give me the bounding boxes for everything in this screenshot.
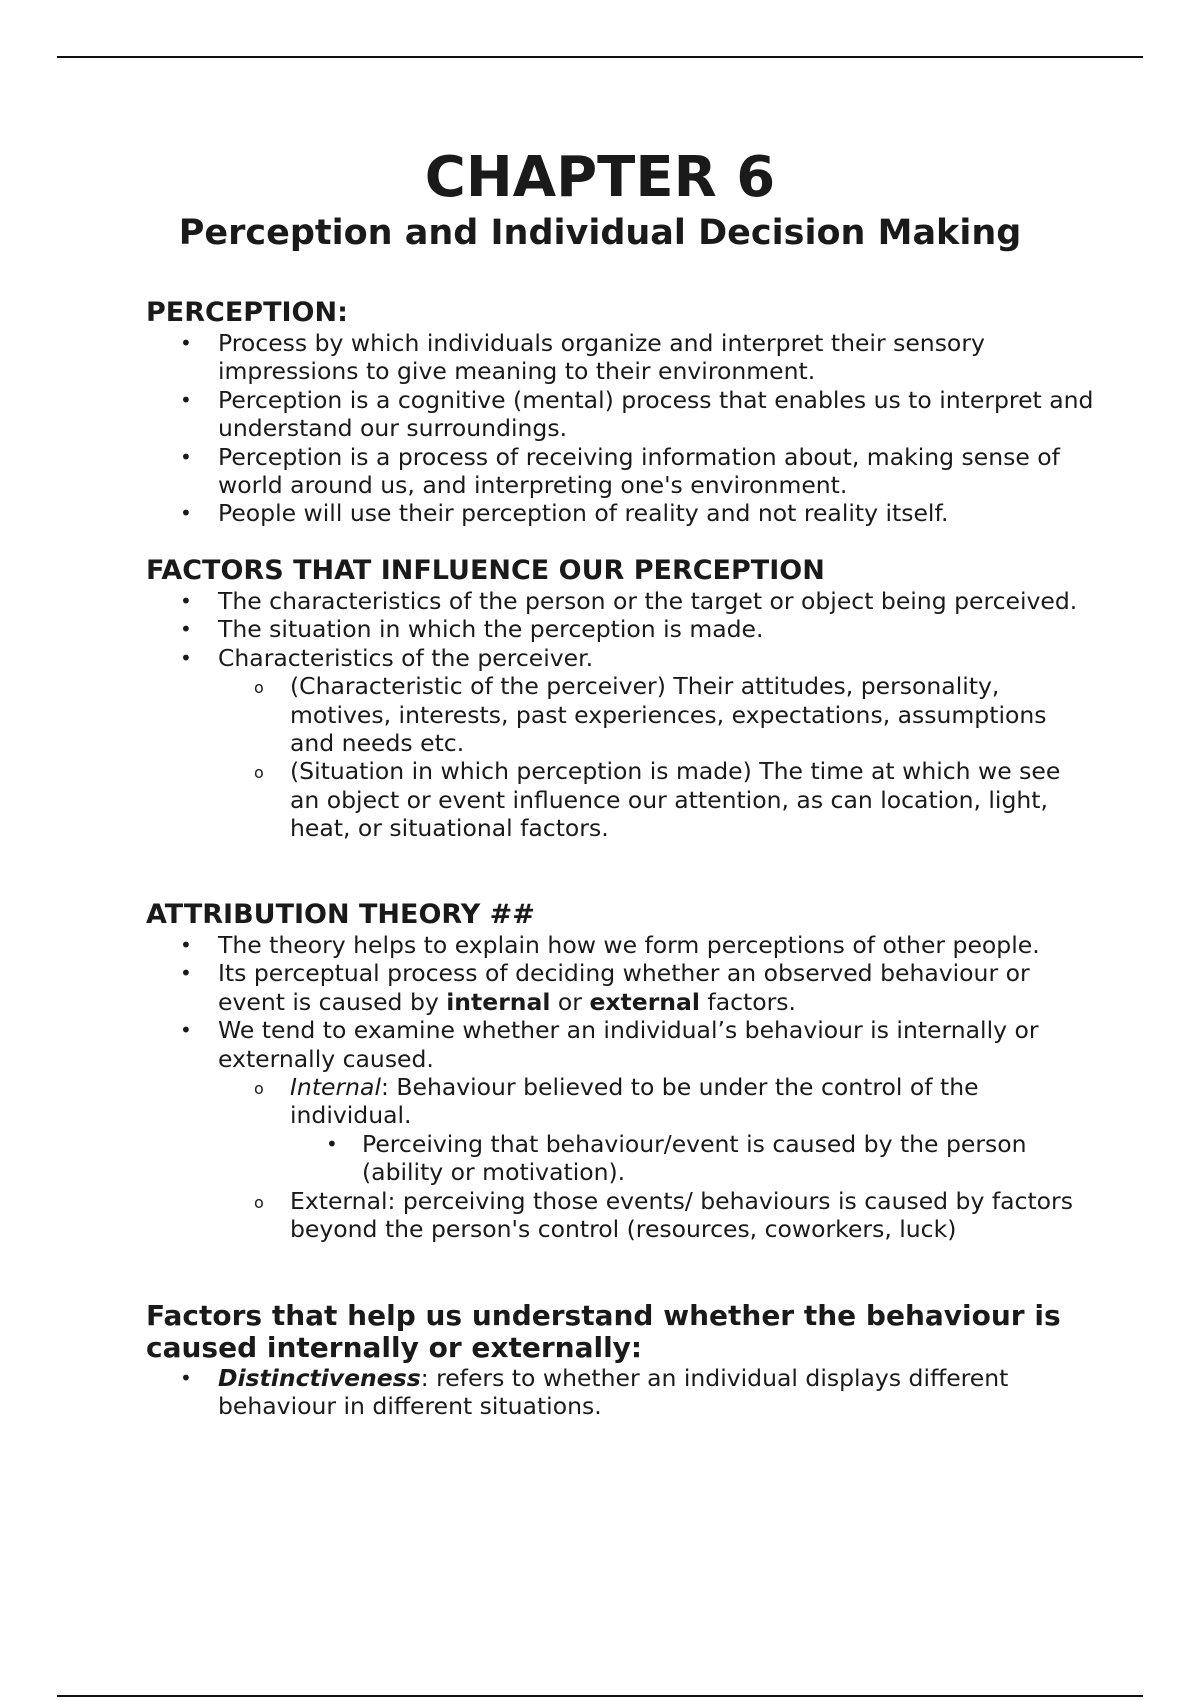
perception-heading: PERCEPTION: <box>146 297 348 328</box>
list-item: • Characteristics of the perceiver. <box>146 644 1096 672</box>
sub-sub-list-item: • Perceiving that behaviour/event is caused by the person (ability or motivation). <box>146 1130 1096 1187</box>
understand-list <box>146 1364 1096 1421</box>
list-item: • Perception is a process of receiving information about, making sense of world around us, and interpreting one's environment. <box>146 443 1096 500</box>
understand-heading: Factors that help us understand whether the behaviour is caused internally or externally: <box>146 1299 1061 1364</box>
attribution-heading: ATTRIBUTION THEORY ## <box>146 899 535 930</box>
bottom-rule <box>57 1695 1143 1697</box>
chapter-subtitle: Perception and Individual Decision Making <box>178 213 1022 253</box>
list-item: • Process by which individuals organize and interpret their sensory impressions to give meaning to their environment. <box>146 329 1096 386</box>
item-text: Its perceptual process of deciding whether an observed behaviour or event is caused by <box>218 959 1030 1016</box>
factors-section <box>146 555 1096 843</box>
internal-term: internal <box>446 987 551 1016</box>
distinctiveness-term: Distinctiveness <box>218 1364 421 1392</box>
internal-definition: : Behaviour believed to be under the control of the individual. <box>290 1073 979 1130</box>
list-item <box>146 1364 1096 1421</box>
sub-list-item: o (Situation in which perception is made) The time at which we see an object or event influence our attention, as can location, light, heat, or situational factors. <box>146 757 1096 842</box>
attribution-list <box>146 931 1096 1243</box>
external-term: external <box>589 987 700 1016</box>
perception-list <box>146 329 1096 528</box>
perception-section <box>146 297 1096 528</box>
sub-list-item <box>146 1073 1096 1130</box>
factors-list <box>146 587 1096 843</box>
item-text: or <box>550 987 590 1016</box>
list-item: • Perception is a cognitive (mental) process that enables us to interpret and understand our surroundings. <box>146 386 1096 443</box>
item-text: factors. <box>699 987 796 1016</box>
list-item: • The situation in which the perception is made. <box>146 615 1096 643</box>
internal-label: Internal <box>290 1073 381 1102</box>
distinctiveness-definition: : refers to whether an individual displays different behaviour in different situations. <box>218 1364 1009 1421</box>
understand-section <box>146 1300 1096 1421</box>
attribution-section <box>146 899 1096 1243</box>
list-item: • The characteristics of the person or the target or object being perceived. <box>146 587 1096 615</box>
sub-list-item: o External: perceiving those events/ behaviours is caused by factors beyond the person's control (resources, coworkers, luck) <box>146 1187 1096 1244</box>
list-item: • People will use their perception of reality and not reality itself. <box>146 499 1096 527</box>
chapter-title: CHAPTER 6 <box>424 145 776 210</box>
sub-list-item: o (Characteristic of the perceiver) Their attitudes, personality, motives, interests, past experiences, expectations, assumptions and needs etc. <box>146 672 1096 757</box>
list-item: • The theory helps to explain how we form perceptions of other people. <box>146 931 1096 959</box>
factors-heading: FACTORS THAT INFLUENCE OUR PERCEPTION <box>146 555 825 586</box>
top-rule <box>57 56 1143 58</box>
list-item <box>146 959 1096 1016</box>
list-item: • We tend to examine whether an individual’s behaviour is internally or externally caused. <box>146 1016 1096 1073</box>
